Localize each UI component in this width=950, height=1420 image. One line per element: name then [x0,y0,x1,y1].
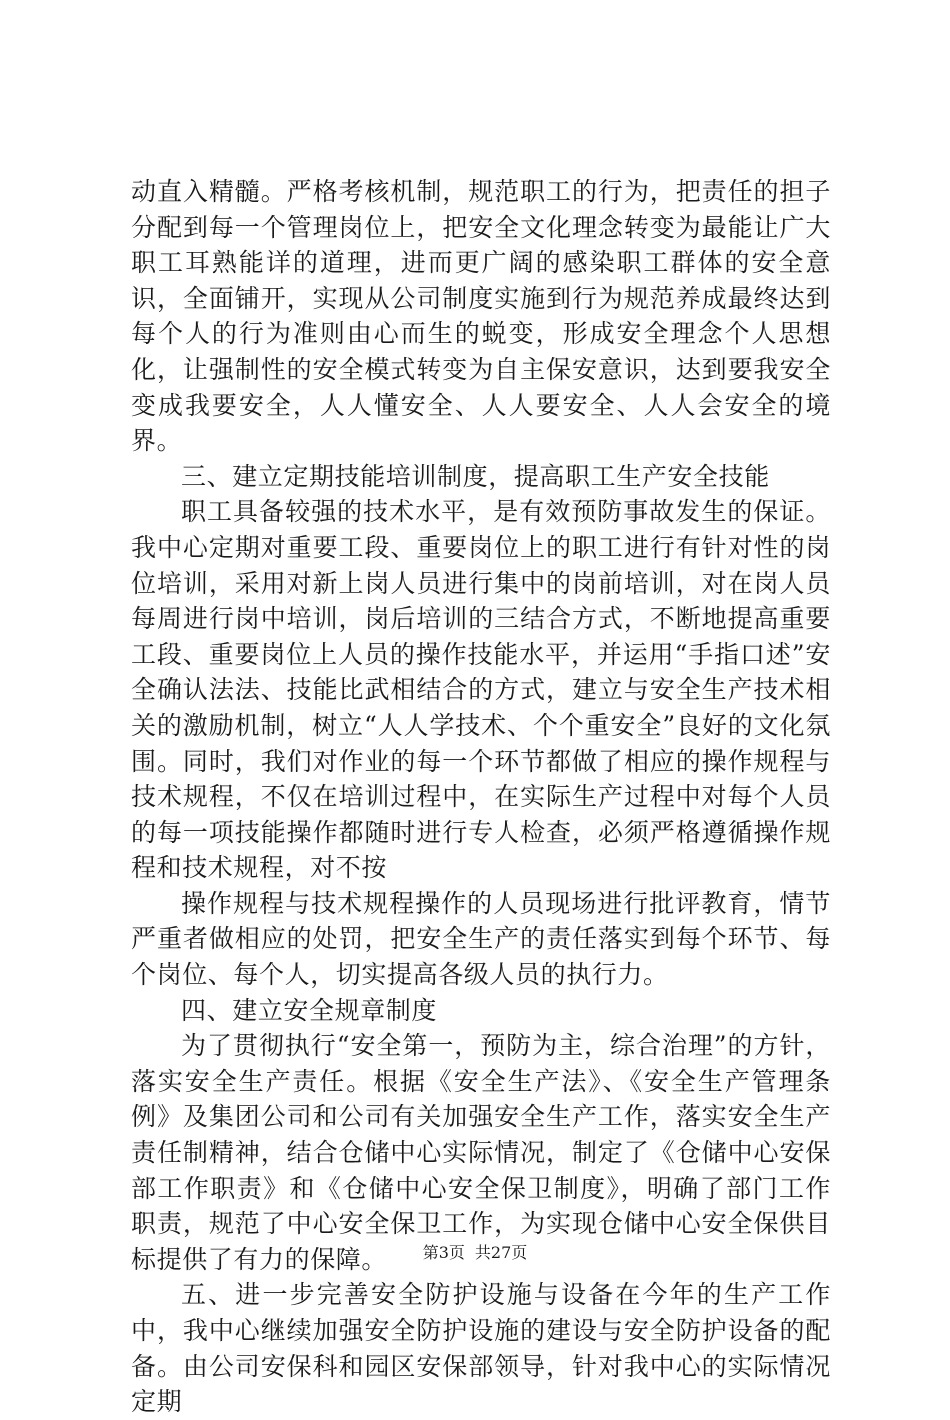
heading-section-3: 三、建立定期技能培训制度，提高职工生产安全技能 [181,461,770,491]
heading-section-4: 四、建立安全规章制度 [181,995,438,1025]
paragraph-training: 职工具备较强的技术水平，是有效预防事故发生的保证。我中心定期对重要工段、重要岗位上的职工进行有针对性的岗位培训，采用对新上岗人员进行集中的岗前培训，对在岗人员每周进行岗中培训，岗后培训的三结合方式，不断地提高重要工段、重要岗位上人员的操作技能水平，并运用“手指口述”安全确认法法、技能比武相结合的方式，建立与安全生产技术相关的激励机制，树立“人人学技术、个个重安全”良好的文化氛围。同时，我们对作业的每一个环节都做了相应的操作规程与技术规程，不仅在培训过程中，在实际生产过程中对每个人员的每一项技能操作都随时进行专人检查，必须严格遵循操作规程和技术规程，对不按 [131,497,831,883]
paragraph-regulations: 为了贯彻执行“安全第一，预防为主，综合治理”的方针，落实安全生产责任。根据《安全生产法》、《安全生产管理条例》及集团公司和公司有关加强安全生产工作，落实安全生产责任制精神，结合仓储中心实际情况，制定了《仓储中心安保部工作职责》和《仓储中心安全保卫制度》，明确了部门工作职责，规范了中心安全保卫工作，为实现仓储中心安全保供目标提供了有力的保障。 [131,1031,831,1274]
paragraph-continuation: 动直入精髓。严格考核机制，规范职工的行为，把责任的担子分配到每一个管理岗位上，把安全文化理念转变为最能让广大职工耳熟能详的道理，进而更广阔的感染职工群体的安全意识，全面铺开，实现从公司制度实施到行为规范养成最终达到每个人的行为准则由心而生的蜕变，形成安全理念个人思想化，让强制性的安全模式转变为自主保安意识，达到要我安全变成我要安全，人人懂安全、人人要安全、人人会安全的境界。 [131,177,831,456]
page-total: 共27页 [474,1243,528,1262]
paragraph-training-continued: 操作规程与技术规程操作的人员现场进行批评教育，情节严重者做相应的处罚，把安全生产的责任落实到每个环节、每个岗位、每个人，切实提高各级人员的执行力。 [131,888,831,990]
page-number: 第3页 [422,1243,465,1262]
page-footer [0,1243,950,1263]
paragraph-section-5: 五、进一步完善安全防护设施与设备在今年的生产工作中，我中心继续加强安全防护设施的建设与安全防护设备的配备。由公司安保科和园区安保部领导，针对我中心的实际情况定期 [131,1280,831,1417]
document-body [131,174,831,1420]
